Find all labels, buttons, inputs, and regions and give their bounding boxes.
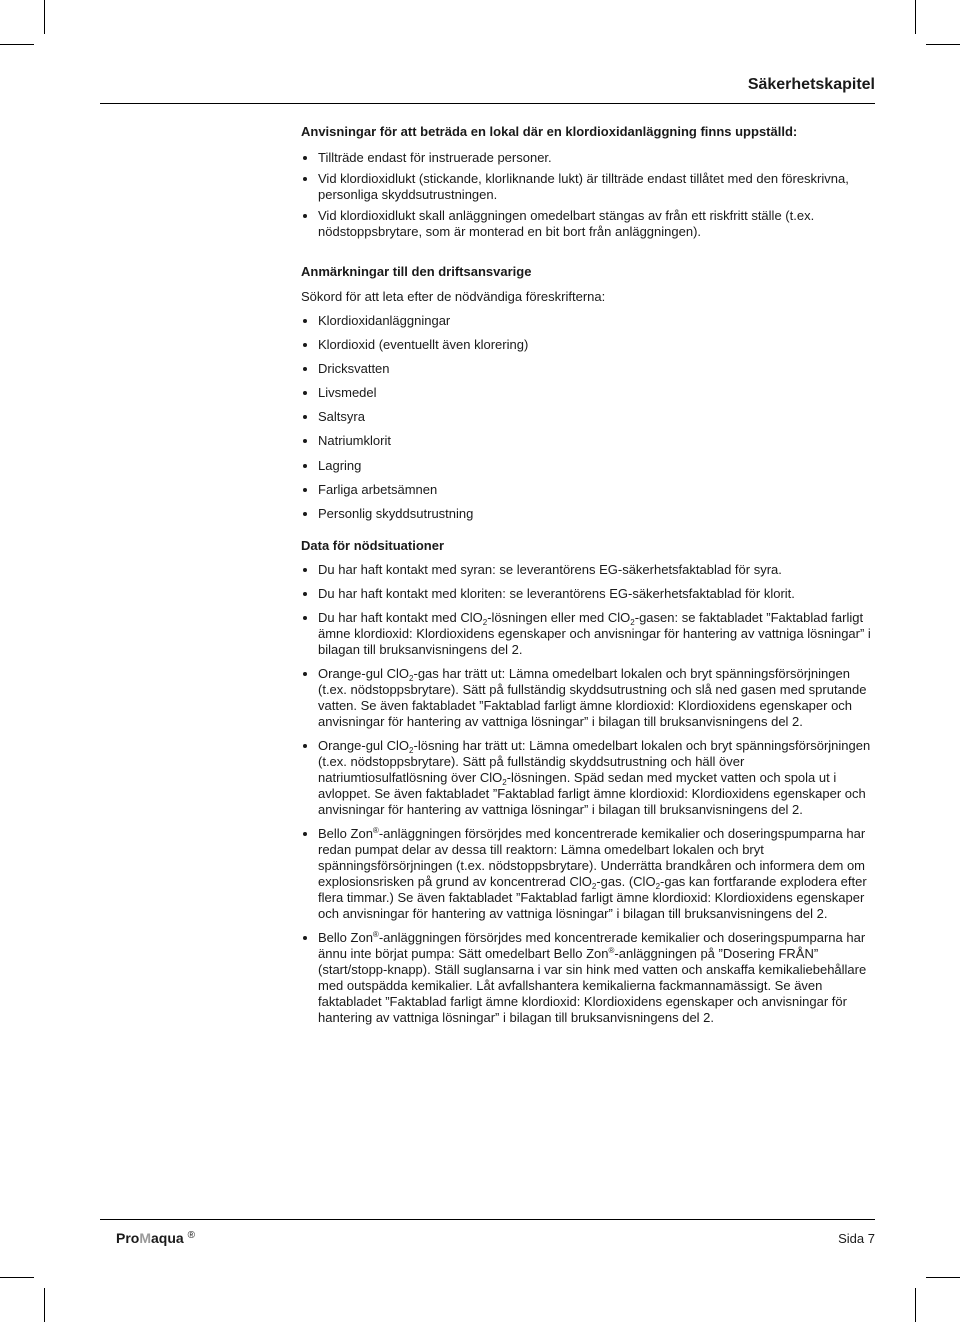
emergency-list <box>301 562 876 1026</box>
text-run: -anläggningen försörjdes med koncentrerade kemikalier och doseringspumparna har ännu inte börjat pumpa: Sätt omedelbart Bello Zon <box>318 929 866 961</box>
list-item <box>301 610 876 658</box>
registered-mark: ® <box>187 1230 195 1241</box>
keyword-item: Farliga arbetsämnen <box>301 482 876 498</box>
footer-rule <box>100 1219 875 1220</box>
registered-mark: ® <box>608 945 615 955</box>
header-rule <box>100 103 875 104</box>
keyword-item: Personlig skyddsutrustning <box>301 506 876 522</box>
list-item <box>301 930 876 1026</box>
crop-mark <box>44 0 45 34</box>
crop-mark <box>926 1277 960 1278</box>
keyword-item: Natriumklorit <box>301 433 876 449</box>
keyword-item: Dricksvatten <box>301 361 876 377</box>
keyword-item: Klordioxid (eventuellt även klorering) <box>301 337 876 353</box>
list-item: Tillträde endast för instruerade personer. <box>301 150 876 166</box>
subscript: 2 <box>409 745 414 755</box>
text-run: -gas. (ClO <box>596 873 656 889</box>
text-run: -anläggningen på ”Dosering FRÅN” (start/stopp-knapp). Ställ suglansarna i var sin hink med vatten och anskaffa kemikaliebehållare med outspädda kemikalier. Låt avfallshantera kemikalierna fackmannamässigt. Se även faktabladet ”Faktablad farligt ämne klordioxid: Klordioxidens egenskaper och anvisningar för hantering av vattniga lösningar” i bilagan till bruksanvisningens del 2. <box>318 945 867 1025</box>
subscript: 2 <box>630 617 635 627</box>
text-run: -gasen: se faktabladet ”Faktablad farligt ämne klordioxid: Klordioxidens egenskaper och anvisningar för hantering av vattniga lösningar” i bilagan till bruksanvisningens del 2. <box>318 609 871 657</box>
logo-text: M <box>139 1230 152 1246</box>
crop-mark <box>0 1277 34 1278</box>
page-number: Sida 7 <box>838 1231 875 1246</box>
keyword-item: Lagring <box>301 458 876 474</box>
subscript: 2 <box>409 673 414 683</box>
crop-mark <box>44 1288 45 1322</box>
text-run: -lösningen eller med ClO <box>487 609 631 625</box>
text-run: Orange-gul ClO <box>318 665 410 681</box>
registered-mark: ® <box>372 825 379 835</box>
promaqua-logo <box>116 1230 195 1246</box>
text-run: Orange-gul ClO <box>318 737 410 753</box>
registered-mark: ® <box>372 929 379 939</box>
keyword-lead: Sökord för att leta efter de nödvändiga föreskrifterna: <box>301 289 606 304</box>
subscript: 2 <box>655 881 661 891</box>
section-heading-emergency: Data för nödsituationer <box>301 537 445 553</box>
list-item: Du har haft kontakt med syran: se leverantörens EG-säkerhetsfaktablad för syra. <box>301 562 876 578</box>
keyword-item: Saltsyra <box>301 409 876 425</box>
section-heading-operator: Anmärkningar till den driftsansvarige <box>301 264 532 279</box>
text-run: Bello Zon <box>318 929 373 945</box>
page-title: Säkerhetskapitel <box>747 76 875 93</box>
page-content <box>301 124 876 1034</box>
text-run: -anläggningen försörjdes med koncentrerade kemikalier och doseringspumparna har redan pumpat delar av dessa till reaktorn: Lämna omedelbart lokalen och bryt spänningsförsörjningen (t.ex. nödstoppsbrytare). Underrätta brandkåren och informera dem om explosionsrisken på grund av koncentrerad ClO <box>318 825 866 889</box>
list-item: Du har haft kontakt med kloriten: se leverantörens EG-säkerhetsfaktablad för klorit. <box>301 586 876 602</box>
crop-mark <box>0 44 34 45</box>
logo-text: Pro <box>116 1230 140 1246</box>
text-run: -gas har trätt ut: Lämna omedelbart lokalen och bryt spänningsförsörjningen (t.ex. nödstoppsbrytare). Sätt på fullständig skyddsutrustning och slå ned gasen med sprutande vatten. Se även faktabladet ”Faktablad farligt ämne klordioxid: Klordioxidens egenskaper och anvisningar för hantering av vattniga lösningar” i bilagan till bruksanvisningens del 2. <box>318 665 867 729</box>
text-run: Du har haft kontakt med ClO <box>318 609 483 625</box>
subscript: 2 <box>482 617 488 627</box>
crop-mark <box>926 44 960 45</box>
subscript: 2 <box>591 881 597 891</box>
logo-text: aqua <box>151 1230 184 1246</box>
list-item <box>301 666 876 730</box>
text-run: -lösningen. Späd sedan med mycket vatten och spola ut i avloppet. Se även faktabladet ”Faktablad farligt ämne klordioxid: Klordioxidens egenskaper och anvisningar för hantering av vattniga lösningar” i bilagan till bruksanvisningens del 2. <box>318 769 866 817</box>
text-run: -lösning har trätt ut: Lämna omedelbart lokalen och bryt spänningsförsörjningen (t.ex. nödstoppsbrytare). Sätt på fullständig skyddsutrustning och häll över natriumtiosulfatlösning över ClO <box>318 737 871 785</box>
list-item <box>301 826 876 922</box>
subscript: 2 <box>502 777 507 787</box>
entry-rules-list <box>301 150 876 240</box>
text-run: -gas kan fortfarande explodera efter flera timmar.) Se även faktabladet ”Faktablad farligt ämne klordioxid: Klordioxidens egenskaper och anvisningar för hantering av vattniga lösningar” i bilagan till bruksanvisningens del 2. <box>318 873 867 921</box>
list-item: Vid klordioxidlukt (stickande, klorliknande lukt) är tillträde endast tillåtet med den föreskrivna, personliga skyddsutrustningen. <box>301 171 876 203</box>
list-item <box>301 738 876 818</box>
list-item: Vid klordioxidlukt skall anläggningen omedelbart stängas av från ett riskfritt ställe (t.ex. nödstoppsbrytare, som är monterad en bit bort från anläggningen). <box>301 208 876 240</box>
keyword-item: Klordioxidanläggningar <box>301 313 876 329</box>
keyword-list <box>301 313 876 522</box>
text-run: Bello Zon <box>318 825 373 841</box>
keyword-item: Livsmedel <box>301 385 876 401</box>
section-heading-entry: Anvisningar för att beträda en lokal där en klordioxidanläggning finns uppställd: <box>301 124 798 139</box>
crop-mark <box>915 0 916 34</box>
crop-mark <box>915 1288 916 1322</box>
